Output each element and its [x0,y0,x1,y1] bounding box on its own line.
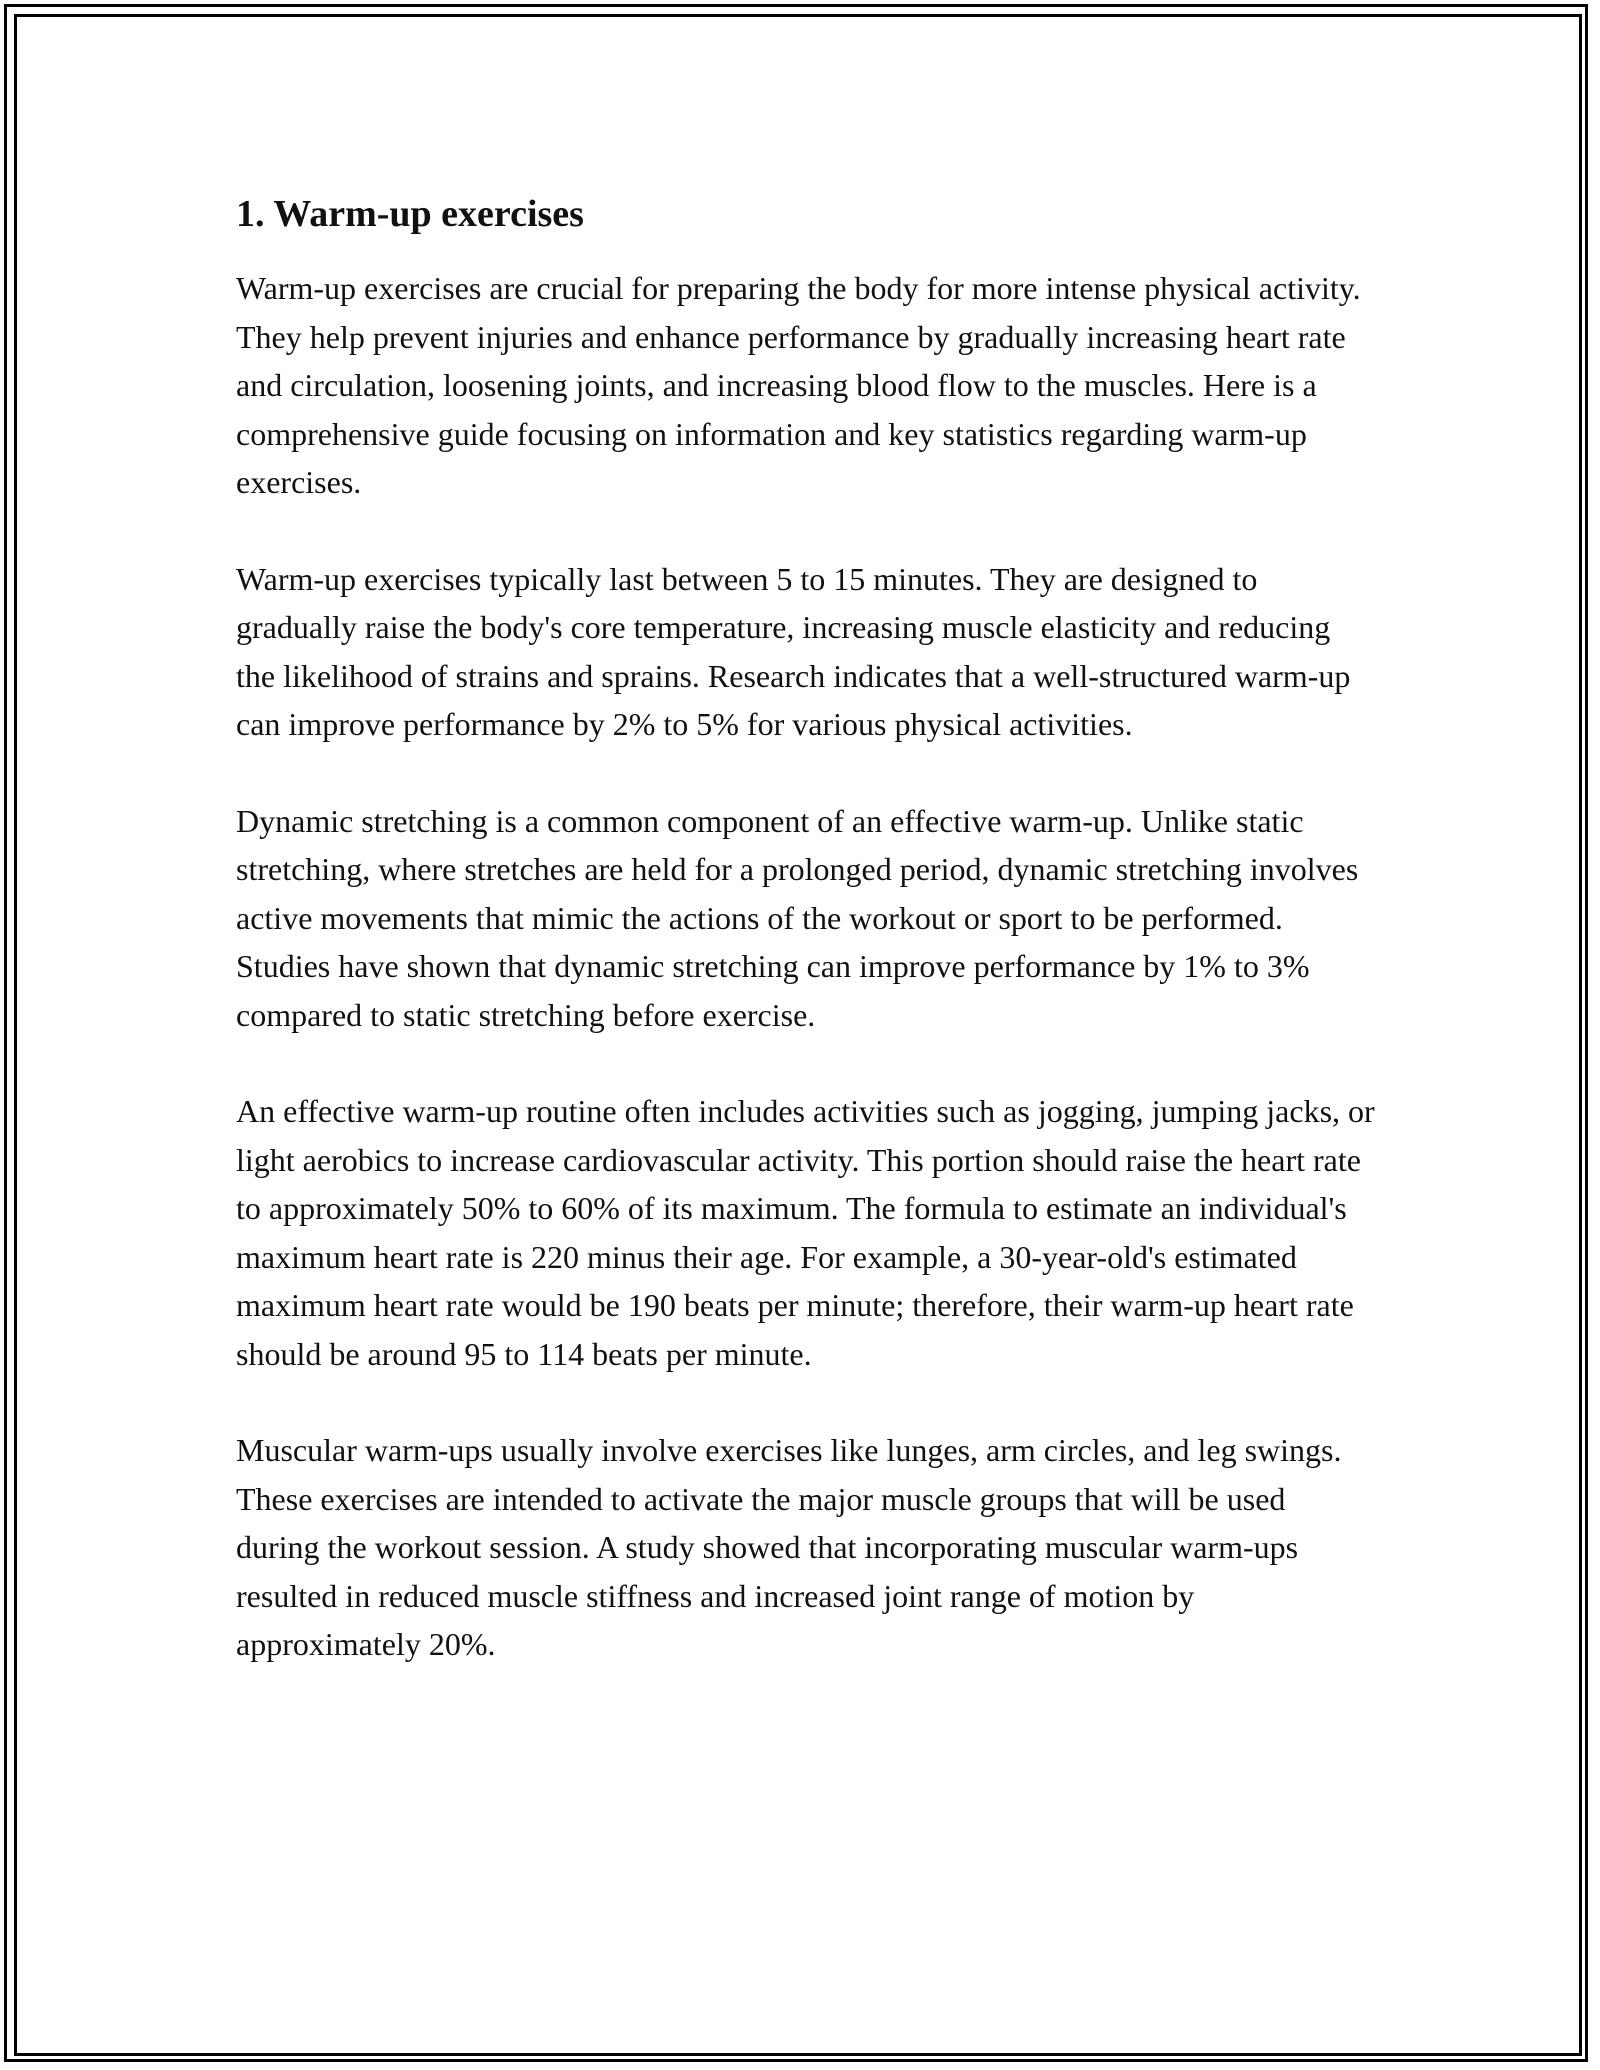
paragraph-dynamic-stretching: Dynamic stretching is a common component of an effective warm-up. Unlike static stretching, where stretches are held for a prolonged period, dynamic stretching involves active movements that mimic the actions of the workout or sport to be performed. Studies have shown that dynamic stretching can improve performance by 1% to 3% compared to static stretching before exercise. [236,802,1359,1033]
paragraph-muscular: Muscular warm-ups usually involve exercises like lunges, arm circles, and leg swings. These exercises are intended to activate the major muscle groups that will be used during the workout session. A study showed that incorporating muscular warm-ups resulted in reduced muscle stiffness and increased joint range of motion by approximately 20%. [236,1432,1342,1662]
paragraph-intro: Warm-up exercises are crucial for preparing the body for more intense physical activity. They help prevent injuries and enhance performance by gradually increasing heart rate and circulation, loosening joints, and increasing blood flow to the muscles. Here is a comprehensive guide focusing on information and key statistics regarding warm-up exercises. [236,270,1361,500]
document-body [236,188,1376,1717]
paragraph-cardio: An effective warm-up routine often includes activities such as jogging, jumping jacks, or light aerobics to increase cardiovascular activity. This portion should raise the heart rate to approximately 50% to 60% of its maximum. The formula to estimate an individual's maximum heart rate is 220 minus their age. For example, a 30-year-old's estimated maximum heart rate would be 190 beats per minute; therefore, their warm-up heart rate should be around 95 to 114 beats per minute. [236,1093,1375,1372]
paragraph-duration: Warm-up exercises typically last between 5 to 15 minutes. They are designed to gradually raise the body's core temperature, increasing muscle elasticity and reducing the likelihood of strains and sprains. Research indicates that a well-structured warm-up can improve performance by 2% to 5% for various physical activities. [236,560,1351,742]
section-heading: 1. Warm-up exercises [236,193,584,235]
